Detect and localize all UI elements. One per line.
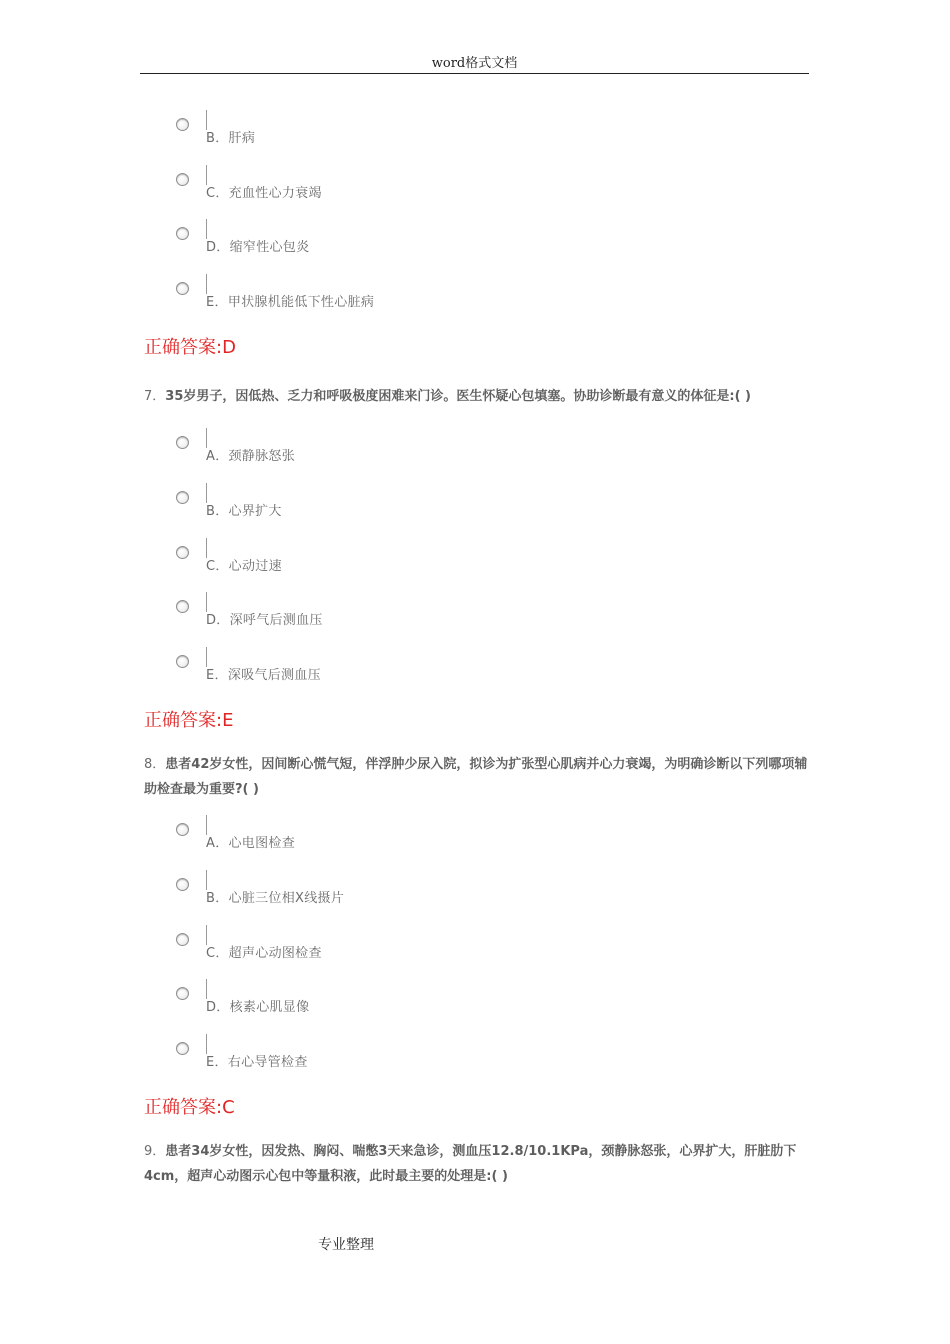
option-label: B．心界扩大 (206, 504, 282, 519)
question-number: 8． (144, 757, 166, 772)
option-label: B．心脏三位相X线摄片 (206, 891, 345, 906)
option-label: C．充血性心力衰竭 (206, 186, 322, 201)
question-number: 9． (144, 1144, 166, 1159)
question-number: 7． (144, 389, 166, 404)
radio-button-icon[interactable] (176, 118, 189, 131)
radio-button-icon[interactable] (176, 1042, 189, 1055)
question-stem: 患者42岁女性，因间断心慌气短，伴浮肿少尿入院，拟诊为扩张型心肌病并心力衰竭，为明确诊断以下列哪项辅助检查最为重要?( ) (144, 757, 808, 797)
radio-button-icon[interactable] (176, 173, 189, 186)
q8-question (144, 752, 812, 802)
radio-button-icon[interactable] (176, 878, 189, 891)
radio-button-icon[interactable] (176, 987, 189, 1000)
page-footer: 专业整理 (318, 1237, 374, 1253)
option-label: C．超声心动图检查 (206, 946, 322, 961)
question-stem: 35岁男子，因低热、乏力和呼吸极度困难来门诊。医生怀疑心包填塞。协助诊断最有意义的体征是:( ) (165, 389, 751, 404)
q9-question (144, 1139, 812, 1189)
radio-button-icon[interactable] (176, 546, 189, 559)
q7-question (144, 384, 812, 409)
radio-button-icon[interactable] (176, 227, 189, 240)
option-label: A．心电图检查 (206, 836, 295, 851)
radio-button-icon[interactable] (176, 933, 189, 946)
option-label: D．缩窄性心包炎 (206, 240, 310, 255)
q6-correct-answer: 正确答案:D (144, 337, 236, 358)
option-label: D．深呼气后测血压 (206, 613, 323, 628)
option-label: B．肝病 (206, 131, 256, 146)
radio-button-icon[interactable] (176, 823, 189, 836)
radio-button-icon[interactable] (176, 655, 189, 668)
radio-button-icon[interactable] (176, 491, 189, 504)
option-label: E．甲状腺机能低下性心脏病 (206, 295, 375, 310)
radio-button-icon[interactable] (176, 436, 189, 449)
option-label: A．颈静脉怒张 (206, 449, 295, 464)
option-label: E．右心导管检查 (206, 1055, 308, 1070)
radio-button-icon[interactable] (176, 282, 189, 295)
question-stem: 患者34岁女性，因发热、胸闷、喘憋3天来急诊，测血压12.8/10.1KPa，颈静脉怒张，心界扩大，肝脏肋下4cm，超声心动图示心包中等量积液，此时最主要的处理是:( ) (144, 1144, 797, 1184)
option-label: D．核素心肌显像 (206, 1000, 310, 1015)
option-label: E．深吸气后测血压 (206, 668, 321, 683)
q7-correct-answer: 正确答案:E (144, 710, 234, 731)
page-header: word格式文档 (140, 56, 809, 74)
q8-correct-answer: 正确答案:C (144, 1097, 235, 1118)
option-label: C．心动过速 (206, 559, 282, 574)
radio-button-icon[interactable] (176, 600, 189, 613)
